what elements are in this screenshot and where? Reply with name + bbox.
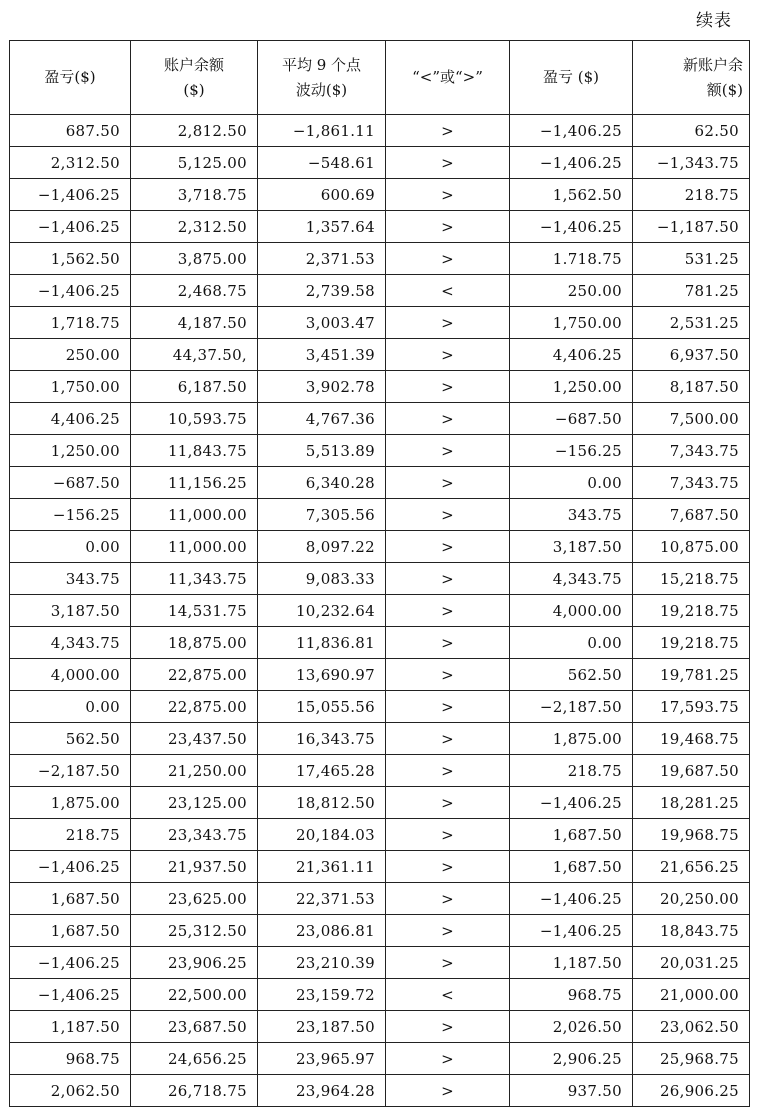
cell-profit-loss-2: −1,406.25: [510, 115, 633, 147]
table-row: [10, 371, 750, 403]
cell-new-balance: 19,968.75: [633, 819, 750, 851]
cell-new-balance: 18,843.75: [633, 915, 750, 947]
cell-comparison: >: [386, 883, 510, 915]
cell-profit-loss-2: 250.00: [510, 275, 633, 307]
cell-new-balance: 531.25: [633, 243, 750, 275]
cell-profit-loss: −1,406.25: [10, 211, 131, 243]
cell-account-balance: 4,187.50: [131, 307, 258, 339]
cell-avg-volatility: 23,964.28: [258, 1075, 386, 1107]
table-row: [10, 851, 750, 883]
cell-new-balance: 19,218.75: [633, 595, 750, 627]
cell-account-balance: 2,812.50: [131, 115, 258, 147]
cell-account-balance: 44,37.50,: [131, 339, 258, 371]
cell-new-balance: 7,687.50: [633, 499, 750, 531]
cell-profit-loss-2: 4,406.25: [510, 339, 633, 371]
cell-avg-volatility: 3,003.47: [258, 307, 386, 339]
cell-comparison: >: [386, 627, 510, 659]
cell-comparison: >: [386, 211, 510, 243]
cell-profit-loss: 4,000.00: [10, 659, 131, 691]
table-row: [10, 339, 750, 371]
cell-new-balance: 6,937.50: [633, 339, 750, 371]
cell-avg-volatility: 20,184.03: [258, 819, 386, 851]
cell-new-balance: 17,593.75: [633, 691, 750, 723]
cell-avg-volatility: −548.61: [258, 147, 386, 179]
cell-profit-loss-2: 3,187.50: [510, 531, 633, 563]
cell-profit-loss: 218.75: [10, 819, 131, 851]
header-comparison: “<”或“>”: [386, 41, 510, 115]
table-row: [10, 403, 750, 435]
cell-account-balance: 11,000.00: [131, 499, 258, 531]
cell-profit-loss: −2,187.50: [10, 755, 131, 787]
table-row: [10, 499, 750, 531]
cell-account-balance: 11,843.75: [131, 435, 258, 467]
cell-comparison: >: [386, 755, 510, 787]
cell-account-balance: 2,312.50: [131, 211, 258, 243]
cell-account-balance: 3,875.00: [131, 243, 258, 275]
cell-profit-loss: −156.25: [10, 499, 131, 531]
cell-new-balance: −1,187.50: [633, 211, 750, 243]
cell-account-balance: 26,718.75: [131, 1075, 258, 1107]
cell-avg-volatility: 2,371.53: [258, 243, 386, 275]
cell-profit-loss: 1,687.50: [10, 915, 131, 947]
cell-comparison: >: [386, 659, 510, 691]
cell-comparison: >: [386, 947, 510, 979]
cell-comparison: >: [386, 851, 510, 883]
cell-account-balance: 23,125.00: [131, 787, 258, 819]
cell-profit-loss: 0.00: [10, 531, 131, 563]
cell-profit-loss: 4,343.75: [10, 627, 131, 659]
table-row: [10, 979, 750, 1011]
table-row: [10, 211, 750, 243]
cell-avg-volatility: −1,861.11: [258, 115, 386, 147]
cell-profit-loss: −687.50: [10, 467, 131, 499]
cell-new-balance: 25,968.75: [633, 1043, 750, 1075]
cell-comparison: >: [386, 723, 510, 755]
cell-avg-volatility: 4,767.36: [258, 403, 386, 435]
cell-profit-loss: 2,312.50: [10, 147, 131, 179]
table-row: [10, 691, 750, 723]
cell-account-balance: 11,156.25: [131, 467, 258, 499]
header-account-balance: 账户余额 ($): [131, 41, 258, 115]
cell-profit-loss: 1,687.50: [10, 883, 131, 915]
cell-profit-loss: 1,875.00: [10, 787, 131, 819]
table-row: [10, 723, 750, 755]
cell-avg-volatility: 23,086.81: [258, 915, 386, 947]
cell-profit-loss-2: 1,250.00: [510, 371, 633, 403]
cell-account-balance: 23,437.50: [131, 723, 258, 755]
cell-avg-volatility: 23,210.39: [258, 947, 386, 979]
cell-account-balance: 24,656.25: [131, 1043, 258, 1075]
cell-comparison: <: [386, 979, 510, 1011]
cell-comparison: >: [386, 595, 510, 627]
cell-profit-loss-2: 4,000.00: [510, 595, 633, 627]
table-row: [10, 147, 750, 179]
cell-comparison: >: [386, 339, 510, 371]
cell-account-balance: 5,125.00: [131, 147, 258, 179]
table-row: [10, 787, 750, 819]
table-row: [10, 563, 750, 595]
header-new-account-balance: 新账户余 额($): [633, 41, 750, 115]
cell-new-balance: 19,218.75: [633, 627, 750, 659]
cell-profit-loss: −1,406.25: [10, 851, 131, 883]
cell-profit-loss-2: 968.75: [510, 979, 633, 1011]
table-row: [10, 243, 750, 275]
cell-profit-loss-2: 937.50: [510, 1075, 633, 1107]
cell-new-balance: 7,343.75: [633, 435, 750, 467]
table-row: [10, 627, 750, 659]
table-row: [10, 755, 750, 787]
cell-avg-volatility: 8,097.22: [258, 531, 386, 563]
cell-account-balance: 21,937.50: [131, 851, 258, 883]
cell-account-balance: 23,906.25: [131, 947, 258, 979]
cell-profit-loss: 343.75: [10, 563, 131, 595]
table-row: [10, 179, 750, 211]
cell-avg-volatility: 15,055.56: [258, 691, 386, 723]
cell-profit-loss: −1,406.25: [10, 179, 131, 211]
cell-new-balance: 781.25: [633, 275, 750, 307]
cell-profit-loss-2: −1,406.25: [510, 211, 633, 243]
data-table: [9, 40, 750, 1107]
cell-comparison: >: [386, 179, 510, 211]
cell-comparison: >: [386, 819, 510, 851]
cell-account-balance: 11,343.75: [131, 563, 258, 595]
cell-profit-loss-2: −1,406.25: [510, 147, 633, 179]
cell-profit-loss: −1,406.25: [10, 947, 131, 979]
cell-account-balance: 11,000.00: [131, 531, 258, 563]
cell-profit-loss: 0.00: [10, 691, 131, 723]
cell-new-balance: 10,875.00: [633, 531, 750, 563]
cell-profit-loss: 968.75: [10, 1043, 131, 1075]
cell-account-balance: 21,250.00: [131, 755, 258, 787]
cell-account-balance: 23,343.75: [131, 819, 258, 851]
cell-comparison: >: [386, 499, 510, 531]
table-row: [10, 947, 750, 979]
header-profit-loss: 盈亏($): [10, 41, 131, 115]
cell-comparison: >: [386, 915, 510, 947]
cell-new-balance: 218.75: [633, 179, 750, 211]
cell-new-balance: 19,781.25: [633, 659, 750, 691]
cell-account-balance: 23,687.50: [131, 1011, 258, 1043]
table-row: [10, 883, 750, 915]
cell-profit-loss-2: 2,906.25: [510, 1043, 633, 1075]
cell-profit-loss-2: 1,750.00: [510, 307, 633, 339]
cell-avg-volatility: 1,357.64: [258, 211, 386, 243]
cell-new-balance: 23,062.50: [633, 1011, 750, 1043]
cell-profit-loss-2: −1,406.25: [510, 883, 633, 915]
cell-avg-volatility: 6,340.28: [258, 467, 386, 499]
cell-avg-volatility: 23,187.50: [258, 1011, 386, 1043]
table-row: [10, 275, 750, 307]
cell-avg-volatility: 9,083.33: [258, 563, 386, 595]
cell-profit-loss-2: −156.25: [510, 435, 633, 467]
cell-comparison: >: [386, 243, 510, 275]
cell-new-balance: −1,343.75: [633, 147, 750, 179]
cell-profit-loss: 1,718.75: [10, 307, 131, 339]
cell-comparison: >: [386, 531, 510, 563]
cell-profit-loss: 1,750.00: [10, 371, 131, 403]
table-row: [10, 659, 750, 691]
cell-new-balance: 15,218.75: [633, 563, 750, 595]
table-row: [10, 307, 750, 339]
cell-avg-volatility: 7,305.56: [258, 499, 386, 531]
cell-account-balance: 2,468.75: [131, 275, 258, 307]
cell-profit-loss: −1,406.25: [10, 275, 131, 307]
cell-account-balance: 22,500.00: [131, 979, 258, 1011]
cell-avg-volatility: 23,159.72: [258, 979, 386, 1011]
table-row: [10, 1043, 750, 1075]
cell-avg-volatility: 600.69: [258, 179, 386, 211]
cell-comparison: >: [386, 371, 510, 403]
table-row: [10, 467, 750, 499]
cell-account-balance: 22,875.00: [131, 659, 258, 691]
cell-new-balance: 26,906.25: [633, 1075, 750, 1107]
cell-profit-loss-2: 218.75: [510, 755, 633, 787]
table-row: [10, 595, 750, 627]
cell-profit-loss: 2,062.50: [10, 1075, 131, 1107]
cell-profit-loss-2: 343.75: [510, 499, 633, 531]
table-row: [10, 1075, 750, 1107]
cell-new-balance: 21,000.00: [633, 979, 750, 1011]
cell-profit-loss: 562.50: [10, 723, 131, 755]
cell-profit-loss: 3,187.50: [10, 595, 131, 627]
cell-profit-loss: 250.00: [10, 339, 131, 371]
cell-avg-volatility: 3,451.39: [258, 339, 386, 371]
cell-profit-loss: 687.50: [10, 115, 131, 147]
cell-avg-volatility: 2,739.58: [258, 275, 386, 307]
table-row: [10, 915, 750, 947]
cell-account-balance: 6,187.50: [131, 371, 258, 403]
cell-comparison: >: [386, 1043, 510, 1075]
cell-profit-loss: −1,406.25: [10, 979, 131, 1011]
cell-comparison: >: [386, 787, 510, 819]
cell-profit-loss-2: 2,026.50: [510, 1011, 633, 1043]
cell-profit-loss-2: 1,875.00: [510, 723, 633, 755]
cell-account-balance: 22,875.00: [131, 691, 258, 723]
cell-profit-loss-2: 1,187.50: [510, 947, 633, 979]
cell-account-balance: 18,875.00: [131, 627, 258, 659]
cell-comparison: >: [386, 467, 510, 499]
cell-new-balance: 62.50: [633, 115, 750, 147]
cell-avg-volatility: 18,812.50: [258, 787, 386, 819]
cell-account-balance: 25,312.50: [131, 915, 258, 947]
cell-new-balance: 20,250.00: [633, 883, 750, 915]
table-row: [10, 435, 750, 467]
cell-profit-loss: 1,187.50: [10, 1011, 131, 1043]
cell-profit-loss-2: 1,562.50: [510, 179, 633, 211]
header-profit-loss-2: 盈亏 ($): [510, 41, 633, 115]
cell-profit-loss-2: 562.50: [510, 659, 633, 691]
cell-new-balance: 19,687.50: [633, 755, 750, 787]
cell-avg-volatility: 23,965.97: [258, 1043, 386, 1075]
cell-new-balance: 19,468.75: [633, 723, 750, 755]
table-body: [10, 115, 750, 1107]
cell-profit-loss-2: −687.50: [510, 403, 633, 435]
table-row: [10, 1011, 750, 1043]
cell-profit-loss: 1,250.00: [10, 435, 131, 467]
cell-new-balance: 7,343.75: [633, 467, 750, 499]
cell-profit-loss-2: 0.00: [510, 627, 633, 659]
table-caption: 续表: [696, 11, 732, 31]
cell-new-balance: 8,187.50: [633, 371, 750, 403]
cell-comparison: <: [386, 275, 510, 307]
cell-comparison: >: [386, 691, 510, 723]
cell-comparison: >: [386, 307, 510, 339]
cell-avg-volatility: 22,371.53: [258, 883, 386, 915]
table-row: [10, 115, 750, 147]
cell-avg-volatility: 13,690.97: [258, 659, 386, 691]
cell-avg-volatility: 16,343.75: [258, 723, 386, 755]
header-row: [10, 41, 750, 115]
cell-account-balance: 14,531.75: [131, 595, 258, 627]
cell-account-balance: 23,625.00: [131, 883, 258, 915]
cell-account-balance: 3,718.75: [131, 179, 258, 211]
table-row: [10, 531, 750, 563]
cell-comparison: >: [386, 403, 510, 435]
cell-comparison: >: [386, 147, 510, 179]
cell-profit-loss-2: 4,343.75: [510, 563, 633, 595]
cell-profit-loss-2: 1,687.50: [510, 851, 633, 883]
cell-comparison: >: [386, 1011, 510, 1043]
cell-comparison: >: [386, 115, 510, 147]
cell-new-balance: 21,656.25: [633, 851, 750, 883]
cell-profit-loss: 4,406.25: [10, 403, 131, 435]
cell-profit-loss-2: −1,406.25: [510, 915, 633, 947]
cell-profit-loss: 1,562.50: [10, 243, 131, 275]
cell-comparison: >: [386, 1075, 510, 1107]
cell-new-balance: 18,281.25: [633, 787, 750, 819]
cell-avg-volatility: 10,232.64: [258, 595, 386, 627]
cell-profit-loss-2: −2,187.50: [510, 691, 633, 723]
cell-profit-loss-2: 1,687.50: [510, 819, 633, 851]
cell-new-balance: 7,500.00: [633, 403, 750, 435]
cell-avg-volatility: 17,465.28: [258, 755, 386, 787]
cell-avg-volatility: 11,836.81: [258, 627, 386, 659]
cell-profit-loss-2: 1.718.75: [510, 243, 633, 275]
cell-avg-volatility: 5,513.89: [258, 435, 386, 467]
cell-new-balance: 2,531.25: [633, 307, 750, 339]
cell-avg-volatility: 21,361.11: [258, 851, 386, 883]
cell-account-balance: 10,593.75: [131, 403, 258, 435]
cell-avg-volatility: 3,902.78: [258, 371, 386, 403]
cell-profit-loss-2: 0.00: [510, 467, 633, 499]
cell-comparison: >: [386, 435, 510, 467]
table-row: [10, 819, 750, 851]
header-avg-9-point-volatility: 平均 9 个点 波动($): [258, 41, 386, 115]
cell-comparison: >: [386, 563, 510, 595]
cell-profit-loss-2: −1,406.25: [510, 787, 633, 819]
cell-new-balance: 20,031.25: [633, 947, 750, 979]
